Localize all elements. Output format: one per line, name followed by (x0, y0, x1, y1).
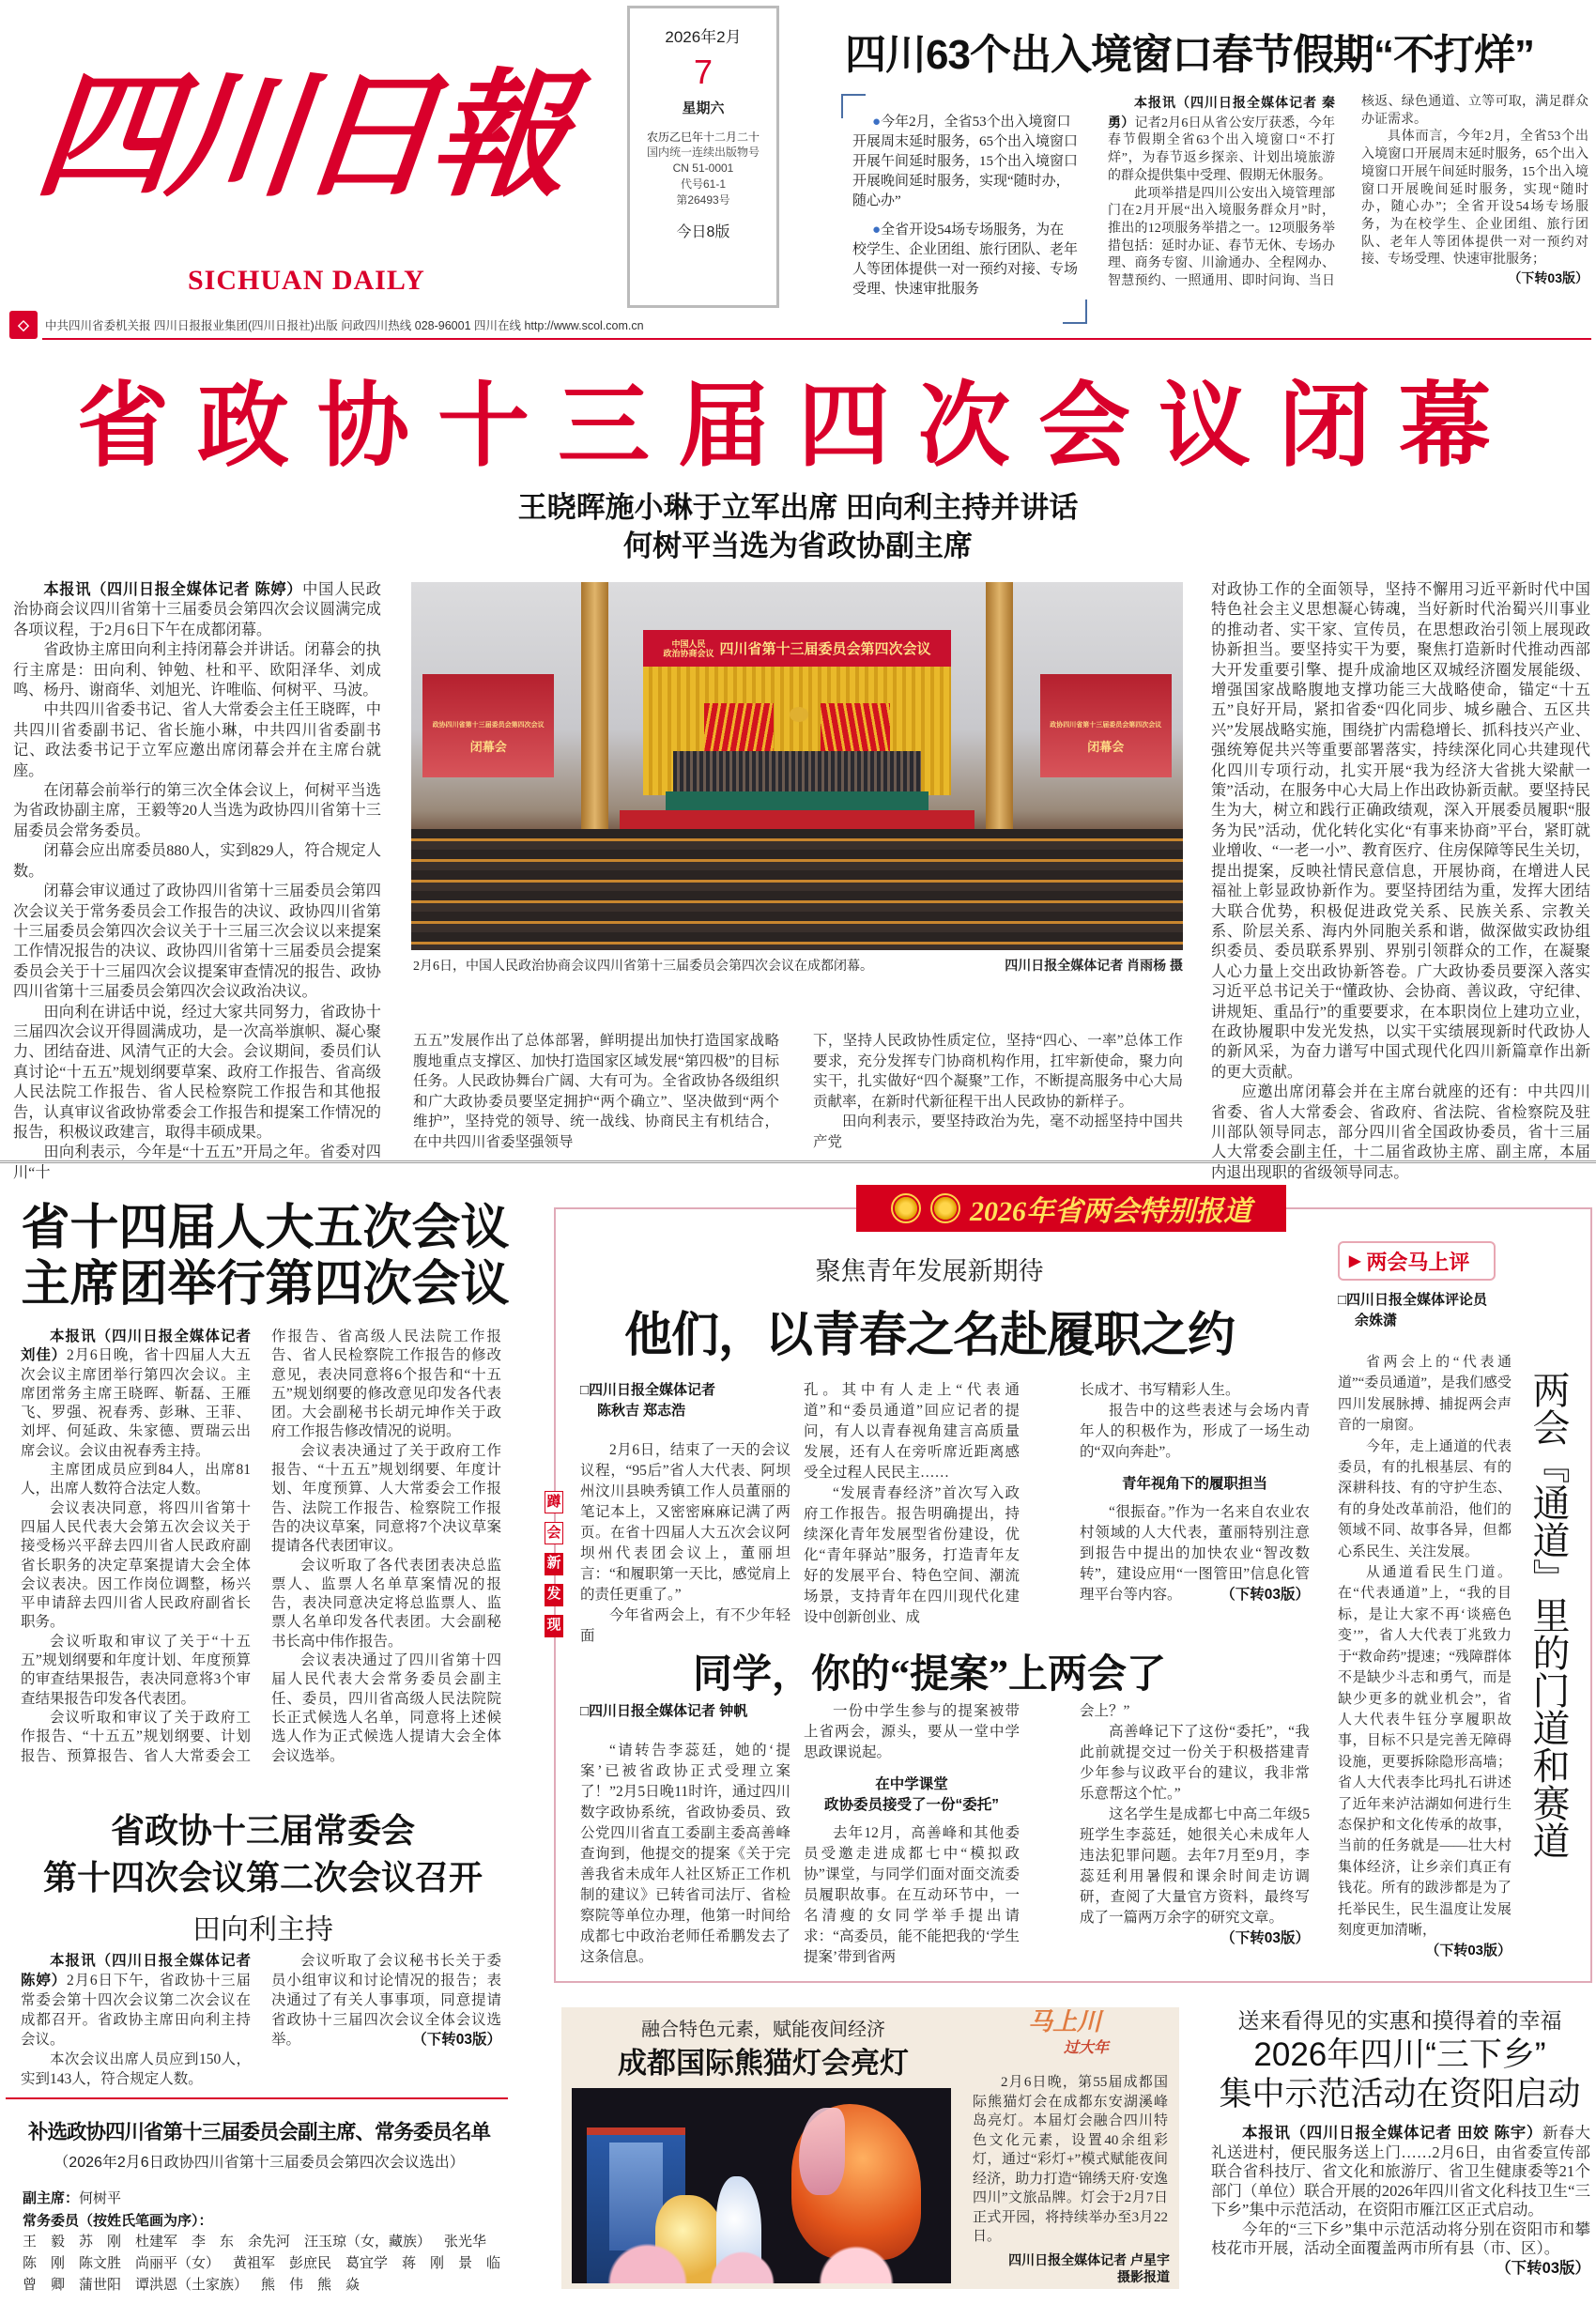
tag-char: 会 (545, 1522, 563, 1544)
dateline: 本报讯（四川日报全媒体记者 田姣 陈宇） (1242, 2125, 1543, 2142)
member-name: 李 东 (192, 2235, 235, 2250)
member-name: 苏 刚 (79, 2235, 122, 2250)
paragraph: 会议听取和审议了关于“十五五”规划纲要和年度计划、年度预算的审查结果报告，表决同意将3个审查结果报告印发各代表团。 (21, 1633, 251, 1707)
paragraph: 从通道看民生门道。在“代表通道”上，“我的目标，是让大家不再‘谈癌色变’”，省人大代表丁兆致力于“救命药”提速；“残障群体不是缺少斗志和勇气，而是缺少更多的就业机会”，省人大代表牛钰分享履职故事，目标不只是完善无障碍设施，更要拆除隐形高墙；省人大代表李比玛扎石讲述了近年来泸沽湖如何进行生态保护和文化传承的故事，当前的任务就是——壮大村集体经济，让乡亲们真正有钱花。所有的跋涉都是为了托举民生，民生温度让发展刻度更加清晰， （下转03版） (1338, 1562, 1512, 1941)
member-name: 蒋 刚 (402, 2256, 445, 2271)
paragraph: 会议听取和审议了关于政府工作报告、“十五五”规划纲要、计划报告、预算报告、省人大常委会工作报告、省高级人民法院工作报告、省人民检察院工作报告的修改意见，表决同意将6个报告和“十五五”规划纲要的修改意见印发各代表团。大会副秘书长胡元坤作关于政府工作报告修改情况的说明。 (21, 1329, 501, 1764)
column-tag-vertical (545, 1491, 563, 1646)
name-list (23, 2188, 520, 2296)
divider (42, 338, 1591, 340)
main-story-column (413, 1031, 779, 1152)
commentary-title-vertical[interactable]: 两会『通道』里的门道和赛道 (1527, 1371, 1569, 1859)
banner-text: 2026年省两会特别报道 (970, 1196, 1251, 1227)
npc-headline[interactable] (9, 1200, 521, 1313)
date-day: 7 (693, 53, 714, 91)
member-name: 黄祖军 (233, 2256, 276, 2271)
paragraph: 田向利表示，要坚持政治为先，毫不动摇坚持中国共产党 (813, 1114, 1183, 1150)
column-text (580, 1741, 790, 1968)
story-column (1080, 1380, 1310, 1605)
paragraph: 本报讯（四川日报全媒体记者 刘佳）2月6日晚，省十四届人大五次会议主席团举行第四次会议。主席团常务主席王晓晖、靳磊、王雁飞、罗强、祝春秀、彭琳、王菲、刘坪、何延政、朱家德、贾瑞云出席会议。会议由祝春秀主持。 (21, 1329, 251, 1459)
paragraph: 应邀出席闭幕会并在主席台就座的还有：中共四川省委、省人大常委会、省政府、省法院、省检察院及驻川部队领导同志，部分四川省全国政协委员，省十三届人大常委会副主任，十二届省政协主席、副主席，本届内退出现职的省级领导同志。 (1211, 1083, 1590, 1181)
paragraph: 会议表决通过了四川省第十四届人民代表大会常务委员会副主任、委员，四川省高级人民法院院长正式候选人名单，同意将上述候选人作为正式候选人提请大会全体会议选举。 (271, 1652, 501, 1764)
member-name: 熊 伟 (261, 2278, 304, 2293)
main-subhead: 何树平当选为省政协副主席 (623, 530, 973, 562)
lantern-photo (572, 2088, 951, 2283)
members-label: 常务委员（按姓氏笔画为序）： (23, 2213, 213, 2229)
byline: □四川日报全媒体记者 钟帆 (580, 1703, 748, 1719)
issue-number: 第26493号 (676, 193, 730, 207)
member-name: 曾 卿 (23, 2278, 66, 2293)
bullet-icon: ● (872, 223, 882, 238)
paragraph: 本报讯（四川日报全媒体记者 田姣 陈宇）新春大礼送进村，便民服务送上门……2月6日，由省委宣传部联合省科技厅、省文化和旅游厅、省卫生健康委等21个部门（单位）联合开展的2026年四川省文化科技卫生“三下乡”集中示范活动，在资阳市雁江区正式启动。 (1211, 2124, 1591, 2219)
screen-text: 政协四川省第十三届委员会第四次会议 (1050, 721, 1162, 730)
conference-photo (411, 582, 1183, 950)
date-box (627, 6, 779, 308)
serial-label: 国内统一连续出版物号 (646, 146, 760, 159)
divider (6, 2097, 508, 2099)
main-story-column (813, 1031, 1183, 1152)
story-column (580, 1701, 790, 1968)
byline: □四川日报全媒体评论员 (1338, 1292, 1488, 1308)
paragraph: 省政协主席田向利主持闭幕会并讲话。闭幕会的执行主席是：田向利、钟勉、杜和平、欧阳泽华、刘成鸣、杨丹、谢商华、刘旭光、许唯临、何树平、马波。 (13, 641, 381, 699)
screen-text: 闭幕会 (469, 740, 507, 755)
highlight-text: 全省开设54场专场服务，为在校学生、企业团组、旅行团队、老年人等团体提供一对一预约对接、专场受理、快速审批服务 (852, 223, 1079, 297)
paragraph: 今年的“三下乡”集中示范活动将分别在资阳市和攀枝花市开展，活动全面覆盖两市所有县（市、区）。 （下转03版） (1211, 2220, 1590, 2277)
continued-on-page-link[interactable]: （下转03版） (1425, 1943, 1512, 1959)
page-count: 今日8版 (676, 224, 730, 240)
vice-chair-name: 何树平 (79, 2191, 122, 2206)
story-column (804, 1380, 1020, 1628)
commentary-badge (1338, 1241, 1496, 1281)
cppcc-emblem-icon (930, 1193, 960, 1223)
main-subhead: 王晓晖施小琳于立军出席 田向利主持并讲话 (517, 491, 1079, 524)
paragraph: 本报讯（四川日报全媒体记者 陈婷）2月6日下午，省政协十三届常委会第十四次会议第二次会议在成都召开。省政协主席田向利主持会议。 (21, 1953, 251, 2048)
photo-credit: 四川日报全媒体记者 肖雨杨 摄 (1005, 958, 1183, 973)
paragraph: 此项举措是四川公安出入境管理部门在2月开展“出入境服务群众月”时，推出的12项服务举措之一。12项服务举措包括：延时办证、春节无休、专场办理、商务专窗、川渝通办、全程网办、智慧预约、一照通用、即时问询、当日核返、绿色通道、立等可取，满足群众办证需求。 (1108, 95, 1588, 289)
youth-story-headline[interactable]: 他们，以青春之名赴履职之约 (623, 1310, 1235, 1362)
dateline: 本报讯（四川日报全媒体记者 秦勇） (1108, 95, 1335, 130)
paragraph: 本次会议出席人员应到150人，实到143人，符合规定人数。 (21, 2051, 251, 2087)
member-name: 汪玉琼（女，藏族） (304, 2235, 432, 2250)
three-down-body (1211, 2124, 1590, 2278)
paragraph: 省两会上的“代表通道”“委员通道”，是我们感受四川发展脉搏、捕捉两会声音的一扇窗。 (1338, 1355, 1512, 1434)
paragraph: 长成才、书写精彩人生。 (1080, 1382, 1240, 1398)
photo-caption (413, 956, 1183, 975)
paragraph: 会议听取了各代表团表决总监票人、监票人名单草案情况的报告，表决同意决定将总监票人、监票人名单印发各代表团。大会副秘书长高中伟作报告。 (271, 1557, 501, 1650)
paragraph: 本报讯（四川日报全媒体记者 秦勇）记者2月6日从省公安厅获悉，今年春节假期全省63个出入境窗口“不打烊”，为春节返乡探亲、计划出境旅游的群众提供集中受理、假期无休服务。 (1108, 95, 1336, 183)
npc-story-body (21, 1328, 501, 1766)
paragraph: “很振奋。”作为一名来自农业农村领域的人大代表，董丽特别注意到报告中提出的加快农业“智改数转”，建设应用“一图管田”信息化管理平台等内容。 （下转03版） (1080, 1502, 1310, 1605)
postal-code: 代号61-1 (680, 177, 727, 191)
main-story-column (1211, 580, 1590, 1183)
member-name: 彭庶民 (289, 2256, 332, 2271)
paragraph: 高善峰记下了这份“委托”，“我此前就提交过一份关于积极搭建青少年参与议政平台的建议，我非常乐意帮这个忙。” (1080, 1724, 1310, 1802)
publisher-info-bar (9, 314, 1587, 336)
byline: □四川日报全媒体记者 (580, 1382, 716, 1398)
paragraph: 会议表决通过了关于政府工作报告、“十五五”规划纲要、年度计划、年度预算、人大常委会工作报告、法院工作报告、检察院工作报告的决议草案，同意将7个决议草案提请各代表团审议。 (271, 1442, 501, 1555)
caption-text: 2月6日，中国人民政治协商会议四川省第十三届委员会第四次会议在成都闭幕。 (413, 960, 873, 974)
member-name: 景 临 (458, 2256, 501, 2271)
story-column (580, 1380, 790, 1647)
story-kicker: 聚焦青年发展新期待 (815, 1257, 1044, 1285)
paragraph: 一份中学生参与的提案被带上省两会，源头，要从一堂中学思政课说起。 (804, 1703, 1020, 1760)
dateline: 本报讯（四川日报全媒体记者 刘佳） (21, 1329, 251, 1364)
member-name: 余先河 (248, 2235, 291, 2250)
highlight-text: 今年2月，全省53个出入境窗口开展周末延时服务，65个出入境窗口开展午间延时服务，15个出入境窗口开展晚间延时服务，实现“随时办，随心办” (852, 115, 1079, 208)
headline-line: 省十四届人大五次会议 (21, 1201, 510, 1255)
members-grid (23, 2232, 520, 2296)
byline-names: 陈秋吉 郑志浩 (597, 1403, 686, 1419)
main-headline[interactable]: 省政协十三届四次会议闭幕 (76, 374, 1519, 477)
highlight-item (852, 113, 1078, 211)
newspaper-logo: 四川日報 (29, 55, 573, 216)
lunar-date: 农历乙巳年十二月二十 (646, 131, 760, 144)
headline-line: 省政协十三届常委会 (110, 1811, 415, 1850)
paragraph: 对政协工作的全面领导，坚持不懈用习近平新时代中国特色社会主义思想凝心铸魂，当好新时代治蜀兴川事业的推动者、实干家、宣传员，在思想政治引领上展现政协新担当。要坚持实干为要，聚焦打造新时代推动西部大开发重要引擎、提升成渝地区双城经济圈发展能级、增强国家战略腹地支撑功能三大战略使命，锚定“十五五”良好开局，紧扣省委“四化同步、城乡融合、五区共兴”发展战略实施，围绕扩内需稳增长、抓科技兴产业、强统筹促共兴等重要部署落实，持续深化同心共建现代化四川专项行动，扎实开展“我为经济大省挑大梁献一策”活动，在服务中心大局上作出政协新贡献。要坚持民生为大，树立和践行正确政绩观，深入开展委员履职“服务为民”活动，优化转化实化“有事来协商”平台，紧盯就业增收、“一老一小”、教育医疗、住房保障等民生关切，提出提案，反映社情民意信息，开展协商，在增进人民福祉上彰显政协新作为。要坚持团结为重，发挥大团结大联合优势，积极促进政党关系、民族关系、宗教关系、阶层关系、海内外同胞关系和谐，做深做实政协组织委员、委员联系界别、界别引领群众的工作，在凝聚人心力量上交出政协新答卷。广大政协委员要深入落实习近平总书记关于“懂政协、会协商、善议政，守纪律、讲规矩、重品行”的重要要求，在本职岗位上建功立业，在政协履职中发光发热，以实干实绩展现新时代政协人的新风采，为奋力谱写中国式现代化四川新篇章作出新的更大贡献。 (1211, 581, 1590, 1081)
paragraph: 孔。其中有人走上“代表通道”和“委员通道”回应记者的提问，有人以青春视角建言高质量发展，还有人在旁听席近距离感受全过程人民民主…… (804, 1382, 1020, 1481)
paragraph: 会议表决同意，将四川省第十四届人民代表大会第五次会议关于接受杨兴平辞去四川省人民政府副省长职务的决定草案提请大会全体会议表决。因工作岗位调整，杨兴平申请辞去四川省人民政府副省长职务。 (21, 1499, 251, 1631)
continued-on-page-link[interactable]: （下转03版） (1220, 1587, 1310, 1603)
dateline: 本报讯（四川日报全媒体记者 陈婷） (43, 581, 303, 598)
lantern-kicker: 融合特色元素，赋能夜间经济 (641, 2020, 885, 2040)
three-down-kicker: 送来看得见的实惠和摸得着的幸福 (1237, 2008, 1562, 2033)
vice-chair-label: 副主席： (23, 2190, 80, 2206)
paragraph: 五五”发展作出了总体部署，鲜明提出加快打造国家战略腹地重点支撑区、加快打造国家区域发展“第四极”的目标任务。人民政协舞台广阔、大有可为。全省政协各级组织和广大政协委员要坚定拥护“两个确立”、坚决做到“两个维护”，坚持党的领导、统一战线、协商民主有机结合，在中共四川省委坚强领导 (413, 1033, 779, 1150)
cppcc-standing-headline[interactable] (0, 1807, 526, 1901)
paragraph: “请转告李蕊廷，她的‘提案’已被省政协正式受理立案了！”2月5日晚11时许，通过四川数字政协系统，省政协委员、致公党四川省直工委副主委高善峰查询到，他提交的提案《关于完善我省未成年人社区矫正工作机制的建议》已转省司法厅、省检察院等单位办理，他第一时间给成都七中政治老师任希鹏发去了这条信息。 (580, 1743, 790, 1965)
member-name: 张光华 (444, 2235, 487, 2250)
paragraph: 2月6日，结束了一天的会议议程，“95后”省人大代表、阿坝州汶川县映秀镇工作人员董丽的笔记本上，又密密麻麻记满了两页。在省十四届人大五次会议阿坝州代表团会议上，董丽坦言：“和履职第一天比，感觉肩上的责任更重了。” (580, 1442, 790, 1603)
paragraph: 中共四川省委书记、省人大常委会主任王晓晖，中共四川省委副书记、省长施小琳，中共四川省委副书记、政法委书记于立军应邀出席闭幕会并在主席台就座。 (13, 701, 381, 779)
paragraph: 会上？” (1080, 1703, 1130, 1719)
student-proposal-headline[interactable]: 同学，你的“提案”上两会了 (692, 1653, 1166, 1697)
special-report-banner (856, 1185, 1286, 1232)
commentary-body (1338, 1352, 1512, 1962)
highlight-item (852, 221, 1078, 300)
logo-text: 马上川 (1028, 2008, 1102, 2035)
top-story-highlights (841, 94, 1087, 324)
lantern-credit (967, 2251, 1170, 2285)
paragraph: 本报讯（四川日报全媒体记者 陈婷）中国人民政治协商会议四川省第十三届委员会第四次会议圆满完成各项议程，于2月6日下午在成都闭幕。 (13, 581, 381, 638)
subheading: 青年视角下的履职担当 (1121, 1476, 1267, 1492)
paragraph: 今年省两会上，有不少年轻面 (580, 1607, 790, 1644)
photo-banner-text: 四川省第十三届委员会第四次会议 (719, 642, 931, 658)
credit-line: 摄影报道 (1117, 2269, 1170, 2284)
top-story-body (1108, 94, 1588, 291)
corner-bracket-icon (841, 94, 866, 118)
continued-on-page-link[interactable]: （下转03版） (1496, 2259, 1590, 2277)
name-list-subtitle: （2026年2月6日政协四川省第十三届委员会第四次会议选出） (54, 2155, 465, 2171)
cppcc-standing-subhead: 田向利主持 (192, 1914, 333, 1945)
paragraph: 下，坚持人民政协性质定位，坚持“四心、一率”总体工作要求，充分发挥专门协商机构作用，扛牢新使命，聚力向实干，扎实做好“四个凝聚”工作，不断提高服务中心大局贡献率，在新时代新征程干出人民政协的新样子。 (813, 1033, 1183, 1110)
lantern-headline[interactable]: 成都国际熊猫灯会亮灯 (618, 2047, 909, 2080)
newspaper-logo-english: SICHUAN DAILY (188, 265, 425, 296)
paragraph: 具体而言，今年2月，全省53个出入境窗口开展周末延时服务，65个出入境窗口开展午间延时服务，15个出入境窗口开展晚间延时服务，实现“随时办，随心办”；全省开设54场专场服务，为在校学生、企业团组、旅行团队、老年人等团体提供一对一预约对接、专场受理、快速审批服务； （下转03版） (1361, 130, 1588, 286)
publisher-info: 中共四川省委机关报 四川日报报业集团(四川日报社)出版 问政四川热线 028-96001 四川在线 http://www.scol.com.cn (45, 319, 644, 332)
name-list-headline[interactable]: 补选政协四川省第十三届委员会副主席、常务委员名单 (27, 2121, 490, 2143)
tag-char: 新 (545, 1553, 563, 1575)
top-story-headline[interactable]: 四川63个出入境窗口春节假期“不打烊” (845, 32, 1534, 78)
badge-text: 两会马上评 (1366, 1250, 1470, 1274)
member-name: 谭洪恩（土家族） (135, 2278, 249, 2293)
paragraph: 主席团成员应到84人，出席81人，出席人数符合法定人数。 (21, 1462, 251, 1498)
member-name: 蒲世阳 (79, 2278, 122, 2293)
tag-char: 蹲 (545, 1491, 563, 1513)
headline-line: 2026年四川“三下乡” (1253, 2036, 1546, 2073)
photo-banner-text: 中国人民 政治协商会议 (663, 638, 714, 658)
dateline: 本报讯（四川日报全媒体记者 陈婷） (21, 1953, 251, 1989)
member-name: 尚丽平（女） (135, 2256, 221, 2271)
national-emblem-icon (891, 1193, 921, 1223)
paragraph: “发展青春经济”首次写入政府工作报告。报告明确提出，持续深化青年发展型省份建设，优化“青年驿站”服务，打造青年友好的发展平台、特色空间、潮流场景，支持青年在四川现代化建设中创新创业、成 (804, 1485, 1020, 1625)
section-divider (0, 1160, 1596, 1163)
member-name: 王 毅 (23, 2235, 66, 2250)
continued-on-page-link[interactable]: （下转03版） (1220, 1930, 1310, 1946)
main-story-column (13, 580, 381, 1183)
member-name: 陈 刚 (23, 2256, 66, 2271)
member-name: 熊 焱 (317, 2278, 361, 2293)
paragraph: 田向利表示，今年是“十五五”开局之年。省委对四川“十 (13, 1144, 381, 1181)
corner-bracket-icon (1063, 300, 1087, 324)
paragraph: 闭幕会应出席委员880人，实到829人，符合规定人数。 (13, 842, 381, 880)
paragraph: 报告中的这些表述与会场内青年人的积极作为，形成了一场生动的“双向奔赴”。 (1080, 1403, 1310, 1460)
headline-line: 主席团举行第四次会议 (21, 1257, 510, 1312)
paragraph: 这名学生是成都七中高二年级5班学生李蕊廷，她很关心未成年人违法犯罪问题。去年7月至9月，李蕊廷利用暑假和课余时间走访调研，查阅了大量官方资料，最终写成了一篇两万余字的研究文章。 （下转03版） (1080, 1805, 1310, 1928)
screen-text: 闭幕会 (1087, 740, 1125, 755)
logo-subtext: 过大年 (1064, 2040, 1110, 2056)
tag-char: 现 (545, 1615, 563, 1637)
member-name: 葛宜学 (345, 2256, 389, 2271)
tag-char: 发 (545, 1584, 563, 1606)
paragraph: 去年12月，高善峰和其他委员受邀走进成都七中“模拟政协”课堂，与同学们面对面交流委员履职故事。在互动环节中，一名清瘦的女同学举手提出请求：“高委员，能不能把我的‘学生提案’带到省两 (804, 1825, 1020, 1965)
three-down-headline[interactable] (1207, 2035, 1592, 2114)
date-year-month: 2026年2月 (665, 28, 742, 46)
group-logo-icon: ◇ (9, 311, 38, 339)
headline-line: 第十四次会议第二次会议召开 (42, 1858, 483, 1897)
continued-on-page-link[interactable]: （下转03版） (1508, 270, 1588, 286)
member-name: 杜建军 (135, 2235, 178, 2250)
screen-text: 政协四川省第十三届委员会第四次会议 (432, 721, 545, 730)
commentary-byline (1338, 1290, 1512, 1331)
headline-line: 集中示范活动在资阳启动 (1219, 2076, 1581, 2112)
paragraph: 会议听取了会议秘书长关于委员小组审议和讨论情况的报告；表决通过了有关人事事项，同意提请省政协十三届四次会议全体会议选举。 （下转03版） (271, 1953, 501, 2048)
bullet-icon: ● (872, 115, 882, 130)
lantern-text (973, 2073, 1168, 2247)
continued-on-page-link[interactable]: （下转03版） (412, 2032, 501, 2048)
paragraph: 今年，走上通道的代表委员，有的扎根基层、有的深耕科技、有的守护生态、有的身处改革前沿，他们的领域不同、故事各异，但都心系民生、关注发展。 (1338, 1438, 1512, 1559)
paragraph: 在闭幕会前举行的第三次全体会议上，何树平当选为省政协副主席，王毅等20人当选为政协四川省第十三届委员会常务委员。 (13, 782, 381, 839)
weekday: 星期六 (682, 100, 725, 116)
paragraph: 田向利在讲话中说，经过大家共同努力，省政协十三届四次会议开得圆满成功，是一次高举旗帜、凝心聚力、团结奋进、风清气正的大会。会议期间，委员们认真讨论“十五五”规划纲要草案、政府工作报告、省高级人民法院工作报告、省人民检察院工作报告和其他报告，认真审议省政协常委会工作报告和提案工作情况的报告，积极议政建言，取得丰硕成果。 (13, 1003, 381, 1141)
horse-year-calligraphy-logo (1028, 2009, 1159, 2064)
credit-line: 四川日报全媒体记者 卢星宇 (1008, 2252, 1170, 2267)
play-triangle-icon: ▶ (1349, 1253, 1361, 1269)
cn-number: CN 51-0001 (672, 161, 734, 175)
paragraph: 闭幕会审议通过了政协四川省第十三届委员会第四次会议关于常务委员会工作报告的决议、政协四川省第十三届委员会第四次会议关于十三届三次会议以来提案工作情况报告的决议、政协四川省第十三届委员会提案委员会关于十三届四次会议提案审查情况的报告、政协四川省第十三届委员会第四次会议政治决议。 (13, 883, 381, 1001)
member-name: 陈文胜 (79, 2256, 122, 2271)
column-text (580, 1440, 790, 1647)
paragraph: 2月6日晚，第55届成都国际熊猫灯会在成都东安湖溪峰岛亮灯。本届灯会融合四川特色文化元素，设置40余组彩灯，通过“彩灯+”模式赋能夜间经济，助力打造“锦绣天府·安逸四川”文旅品牌。灯会于2月7日正式开园，将持续举办至3月22日。 (973, 2075, 1168, 2244)
cppcc-standing-body (21, 1951, 501, 2089)
byline-names: 余姝潇 (1355, 1313, 1398, 1329)
subheading: 在中学课堂 政协委员接受了一份“委托” (823, 1776, 999, 1813)
story-column (1080, 1701, 1310, 1949)
story-column (804, 1701, 1020, 1968)
